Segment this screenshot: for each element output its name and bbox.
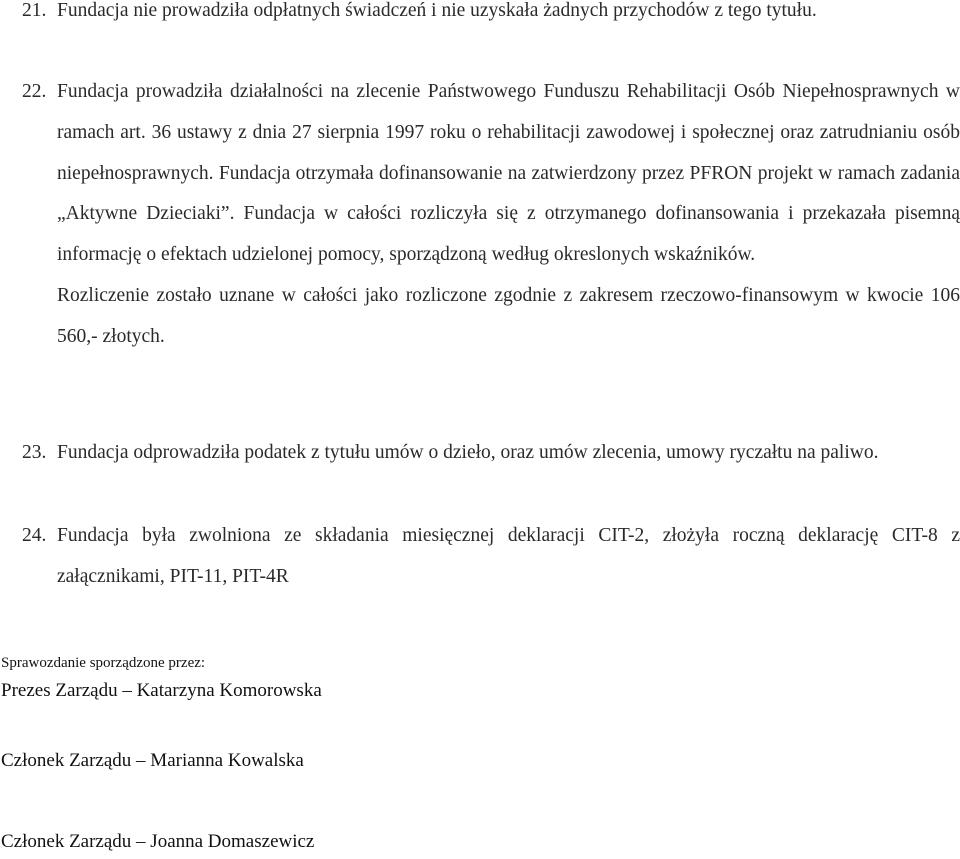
item-body: [57, 72, 960, 358]
item-body: [57, 0, 960, 32]
signature-line-president: Prezes Zarządu – Katarzyna Komorowska: [1, 680, 322, 701]
list-item-24: [0, 516, 960, 598]
item-number: 24.: [22, 525, 47, 546]
item-number: 21.: [22, 0, 47, 21]
list-item-22: [0, 72, 960, 358]
item-number: 23.: [22, 442, 47, 463]
item-number: 22.: [22, 81, 47, 102]
signatures-title: Sprawozdanie sporządzone przez:: [1, 655, 206, 671]
item-paragraph: Fundacja była zwolniona ze składania miesięcznej deklaracji CIT-2, złożyła roczną deklarację CIT-8 z załącznikami, PIT-11, PIT-4R: [57, 525, 960, 587]
signature-line-member-2: Członek Zarządu – Joanna Domaszewicz: [1, 831, 315, 852]
item-paragraph: Fundacja nie prowadziła odpłatnych świadczeń i nie uzyskała żadnych przychodów z tego tytułu.: [57, 0, 817, 21]
item-paragraph: Fundacja odprowadziła podatek z tytułu umów o dzieło, oraz umów zlecenia, umowy ryczałtu na paliwo.: [57, 442, 879, 463]
list-item-23: [0, 433, 960, 474]
item-paragraph: Rozliczenie zostało uznane w całości jako rozliczone zgodnie z zakresem rzeczowo-finansowym w kwocie 106 560,- złotych.: [57, 284, 960, 347]
item-paragraph: Fundacja prowadziła działalności na zlecenie Państwowego Funduszu Rehabilitacji Osób Niepełnosprawnych w ramach art. 36 ustawy z dnia 27 sierpnia 1997 roku o rehabilitacji zawodowej i społecznej oraz zatrudnianiu osób niepełnosprawnych. Fundacja otrzymała dofinansowanie na zatwierdzony przez PFRON projekt w ramach zadania „Aktywne Dzieciaki”. Fundacja w całości rozliczyła się z otrzymanego dofinansowania i przekazała pisemną informację o efektach udzielonej pomocy, sporządzoną według okreslonych wskaźników.: [57, 81, 960, 266]
item-body: [57, 516, 960, 598]
item-body: [57, 433, 960, 474]
list-item-21: [0, 0, 960, 32]
signature-line-member-1: Członek Zarządu – Marianna Kowalska: [1, 750, 304, 771]
